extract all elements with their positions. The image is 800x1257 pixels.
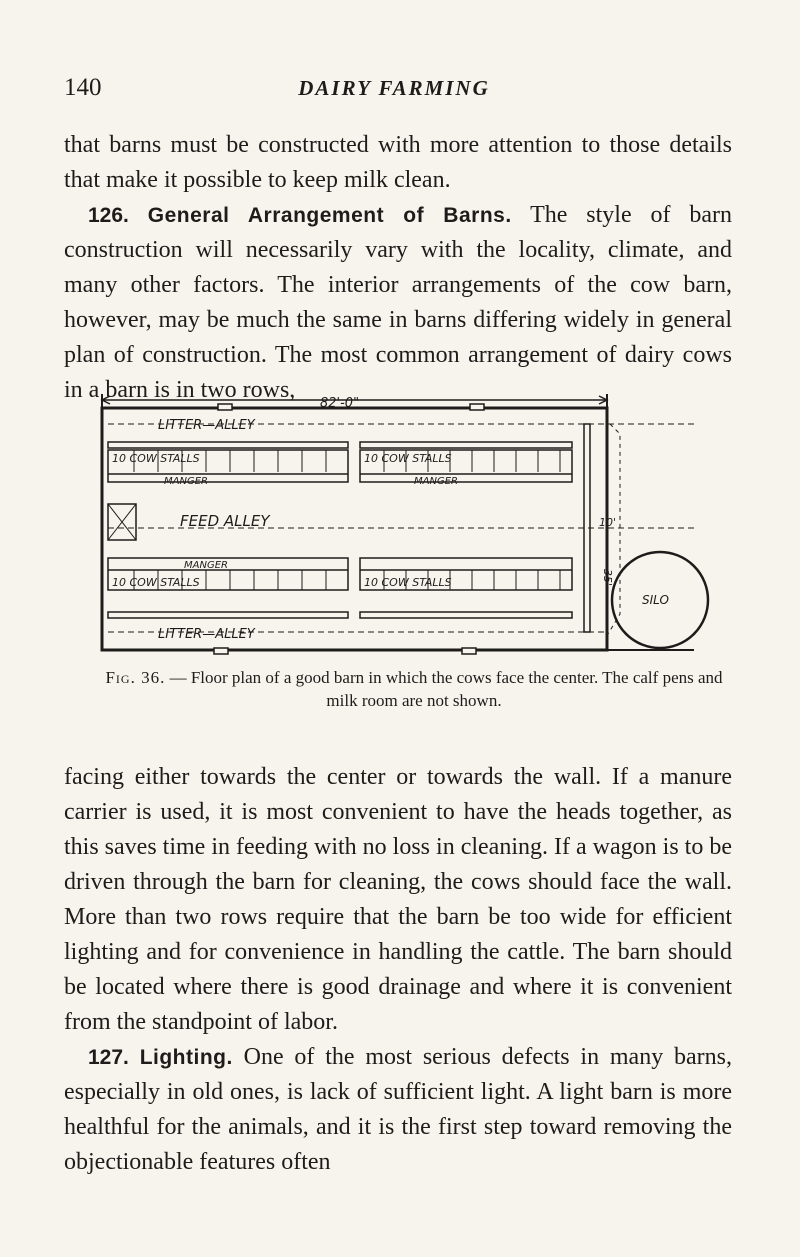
gutter-top-right [360, 442, 572, 448]
manger-label-top-left: MANGER [164, 476, 208, 487]
door-top-left [218, 404, 232, 410]
section-127 [64, 1040, 732, 1180]
gutter-bottom-right [360, 612, 572, 618]
litter-alley-bottom-label: LITTER—ALLEY [158, 627, 255, 642]
figure-label: Fig. 36. [105, 668, 166, 687]
paragraph-continuation: that barns must be constructed with more attention to those details that make it possible to keep milk clean. [64, 132, 732, 193]
gutter-bottom-left [108, 612, 348, 618]
barn-outer-wall [102, 408, 607, 650]
silo-width-label: 35' [601, 569, 614, 587]
stall-label-top-left: 10 COW STALLS [112, 452, 200, 465]
text-block-top [64, 128, 732, 408]
section-title: General Arrangement of Barns. [147, 204, 512, 227]
section-126 [64, 198, 732, 408]
section-title: Lighting. [139, 1046, 233, 1069]
litter-alley-top-label: LITTER—ALLEY [158, 418, 255, 433]
running-title: DAIRY FARMING [298, 76, 490, 100]
stall-label-top-right: 10 COW STALLS [364, 452, 452, 465]
section-body: The style of barn construction will necessarily vary with the locality, climate, and many other factors. The interior arrangements of the cow barn, however, may be much the same in barns differing widely in general plan of construction. The most common arrangement of dairy cows in a barn is in two rows, [64, 202, 732, 403]
text-block-bottom [64, 760, 732, 1180]
silo-passage [608, 424, 620, 634]
silo-passage-label: 10' [599, 516, 617, 529]
page-header [64, 74, 724, 108]
stall-label-bottom-left: 10 COW STALLS [112, 576, 200, 589]
stall-label-bottom-right: 10 COW STALLS [364, 576, 452, 589]
silo-label: SILO [642, 593, 669, 607]
feed-alley-label: FEED ALLEY [180, 512, 270, 530]
manger-label-top-right: MANGER [414, 476, 458, 487]
page-number: 140 [64, 74, 102, 101]
figure-caption-text: — Floor plan of a good barn in which the cows face the center. The calf pens and milk room are not shown. [169, 668, 723, 710]
dimension-label: 82'-0" [320, 396, 360, 411]
barn-floor-plan [94, 394, 714, 664]
door-top-right [470, 404, 484, 410]
door-bottom-right [462, 648, 476, 654]
manger-label-bottom: MANGER [184, 560, 228, 571]
section-number: 127. [88, 1046, 129, 1069]
barn-floor-plan-figure [94, 394, 714, 664]
gutter-top-left [108, 442, 348, 448]
section-number: 126. [88, 204, 129, 227]
section-body: One of the most serious defects in many barns, especially in old ones, is lack of sufficient light. A light barn is more healthful for the animals, and it is the first step toward removing the objectionable features often [64, 1044, 732, 1175]
figure-caption [94, 666, 734, 712]
paragraph-facing: facing either towards the center or towards the wall. If a manure carrier is used, it is most convenient to have the heads together, as this saves time in feeding with no loss in cleaning. If a wagon is to be driven through the barn for cleaning, the cows should face the wall. More than two rows require that the barn be too wide for efficient lighting and for convenience in handling the cattle. The barn should be located where there is good drainage and where it is convenient from the standpoint of labor. [64, 764, 732, 1035]
door-bottom-left [214, 648, 228, 654]
